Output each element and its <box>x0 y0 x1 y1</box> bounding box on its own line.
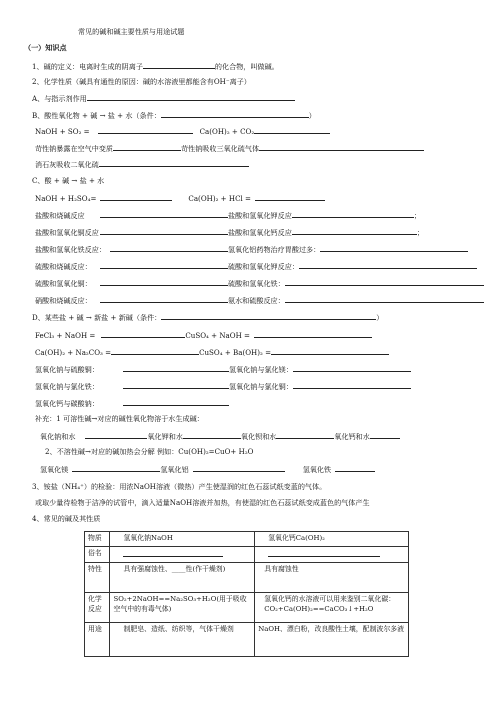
blank[interactable] <box>292 210 414 218</box>
text: 硝酸和烧碱反应： <box>35 296 92 305</box>
text: 盐酸和氢氧化钙反应 <box>228 228 292 237</box>
text: 氢氧化铝药物治疗胃酸过多： <box>228 245 321 254</box>
line-chemical-properties: 2、化学性质（碱具有通性的原因：碱的水溶液里都能含有OH⁻离子） <box>32 77 251 86</box>
text: 硫酸和氢氧化钾反应： <box>228 262 299 271</box>
row-header: 俗名 <box>85 546 110 563</box>
text: NaOH + SO₂ = <box>35 127 90 136</box>
blank[interactable] <box>285 295 484 303</box>
blank[interactable] <box>335 464 375 472</box>
line-D1 <box>35 330 372 340</box>
cell-text: 氢氧化钠NaOH <box>123 534 173 542</box>
blank[interactable] <box>85 431 147 439</box>
row-header: 特性 <box>85 563 110 593</box>
blank[interactable] <box>100 227 228 235</box>
cell-caoh2-use <box>255 623 409 657</box>
line-supplement-1: 补充：1 可溶性碱→对应的碱性氧化物溶于水生成碱： <box>35 414 204 423</box>
cell-text: 氢氧化钙Ca(OH)₂ <box>268 534 325 542</box>
line-A <box>32 93 295 103</box>
table-row <box>85 563 409 593</box>
text: B、酸性氧化物 + 碱 → 盐 + 水（条件： <box>32 111 161 120</box>
blank[interactable] <box>193 464 285 472</box>
page-title: 常见的碱和碱主要性质与用途试题 <box>78 27 185 36</box>
line-supplement-2-items <box>40 464 375 474</box>
cell-naoh-trait <box>110 563 255 593</box>
section-heading: （一）知识点 <box>24 43 67 52</box>
text: Ca(OH)₂ + HCl = <box>188 194 251 203</box>
text: 氢氧化镁 <box>40 465 69 474</box>
cell-naoh-name[interactable] <box>110 546 255 563</box>
text: ） <box>376 313 384 322</box>
line-B1 <box>35 126 330 136</box>
blank[interactable] <box>123 381 229 389</box>
text: 氢氧化钙与碳酸钠： <box>35 399 99 408</box>
row-header: 物质 <box>85 532 110 547</box>
text: 苛性钠吸收三氧化硫气体 <box>181 144 260 153</box>
cell-text: 制肥皂、造纸、纺织等，气体干燥剂 <box>123 625 234 633</box>
text: 氧化钙和水 <box>334 432 370 441</box>
blank[interactable] <box>276 431 334 439</box>
table-row <box>85 623 409 657</box>
text: 氢氧化钠与硫酸铜： <box>35 365 99 374</box>
blank[interactable] <box>99 159 249 167</box>
blank[interactable] <box>255 193 325 201</box>
line-base-definition <box>32 61 279 71</box>
text: 氧化钾和水 <box>147 432 183 441</box>
text: D、某些盐 + 碱 → 新盐 + 新碱（条件： <box>32 313 162 322</box>
blank[interactable] <box>123 398 229 406</box>
line-D4 <box>35 381 411 391</box>
table-row <box>85 546 409 563</box>
text: 氢氧化钠与氯化铜： <box>229 382 293 391</box>
text: 硫酸和氢氧化铜： <box>35 279 92 288</box>
text: 1、碱的定义：电离时生成的阴离子 <box>32 62 143 71</box>
line-D5 <box>35 398 229 408</box>
cell-naoh <box>110 532 255 547</box>
blank[interactable] <box>259 143 424 151</box>
line-C7 <box>35 295 484 305</box>
text: 氨水和硫酸反应： <box>228 296 285 305</box>
line-D <box>32 312 383 322</box>
text: 盐酸和氢氧化钾反应 <box>228 211 292 220</box>
text: 盐酸和氢氧化铜反应 <box>35 228 99 237</box>
text: 氢氧化铝 <box>160 465 189 474</box>
text: 硫酸和烧碱反应： <box>35 262 92 271</box>
text: CuSO₄ + Ba(OH)₂ = <box>199 348 272 357</box>
blank[interactable] <box>161 110 309 118</box>
blank[interactable] <box>143 61 215 69</box>
blank[interactable] <box>100 295 228 303</box>
table-row <box>85 532 409 547</box>
text: 盐酸和烧碱反应 <box>35 211 85 220</box>
cell-text: 具有腐蚀性 <box>264 565 299 573</box>
blank[interactable] <box>87 93 295 101</box>
text: CuSO₄ + NaOH = <box>185 331 250 340</box>
blank[interactable] <box>161 312 376 320</box>
blank[interactable] <box>100 193 172 201</box>
cell-text: SO₂+2NaOH==Na₂SO₃+H₂O(用于吸收空气中的有毒气体) <box>113 595 247 613</box>
text: FeCl₃ + NaOH = <box>35 331 96 340</box>
blank[interactable] <box>254 330 372 338</box>
line-B2 <box>35 143 424 153</box>
text: Ca(OH)₂ + Na₂CO₃ = <box>35 348 112 357</box>
blank[interactable] <box>254 126 330 134</box>
text: 的化合物，叫做碱。 <box>214 62 279 71</box>
line-supplement-1-items <box>40 431 400 441</box>
cell-text: 氢氧化钙的水溶液可以用来鉴别二氧化碳：CO₂+Ca(OH)₂==CaCO₃↓+H₂O <box>264 595 396 613</box>
line-ammonium-test-alt: 或取少量待检物于洁净的试管中，滴入适量NaOH溶液并加热，有使湿的红色石蕊试纸变成蓝色的气体产生 <box>35 498 370 507</box>
blank[interactable] <box>100 278 228 286</box>
line-C3: 盐酸和氢氧化铜反应 盐酸和氢氧化钙反应 ； <box>35 228 424 237</box>
line-C4 <box>35 244 468 254</box>
blank[interactable] <box>183 431 241 439</box>
blank[interactable] <box>111 347 199 355</box>
cell-caoh2-trait <box>255 563 409 593</box>
cell-caoh2 <box>255 532 409 547</box>
text: 消石灰吸收二氧化硫 <box>35 160 99 169</box>
line-C6 <box>35 278 484 288</box>
blank[interactable] <box>98 126 193 134</box>
line-C: C、酸 + 碱 → 盐 + 水 <box>32 176 105 185</box>
blank[interactable] <box>292 227 417 235</box>
line-D2 <box>35 347 389 357</box>
blank[interactable] <box>113 143 181 151</box>
blank[interactable] <box>101 330 185 338</box>
blank[interactable] <box>268 549 380 557</box>
text: 氢氧化钠与氯化镁： <box>229 365 293 374</box>
cell-naoh-use <box>110 623 255 657</box>
blank[interactable] <box>110 244 228 252</box>
blank[interactable] <box>293 381 411 389</box>
line-C5 <box>35 261 477 271</box>
cell-text: 具有强腐蚀性、____性(作干燥剂) <box>123 565 226 573</box>
text: A、与指示剂作用 <box>32 94 87 103</box>
text: 氢氧化钠与氯化铁： <box>35 382 99 391</box>
text: 氧化钠和水 <box>40 432 76 441</box>
text: Ca(OH)₂ + CO₂ <box>199 127 255 136</box>
text: 苛性钠暴露在空气中变质 <box>35 144 114 153</box>
blank[interactable] <box>100 210 228 218</box>
text: 盐酸和氢氧化铁反应： <box>35 245 106 254</box>
blank[interactable] <box>271 347 389 355</box>
blank[interactable] <box>72 464 160 472</box>
line-supplement-2: 2、不溶性碱→对应的碱加热会分解 例如：Cu(OH)₂=CuO+ H₂O <box>45 447 254 456</box>
text: ） <box>308 111 316 120</box>
blank[interactable] <box>100 261 228 269</box>
bases-properties-table <box>84 531 409 657</box>
line-common-bases: 4、常见的碱及其性质 <box>32 514 101 523</box>
cell-text: NaOH、漂白粉，改良酸性土壤，配制波尔多液 <box>258 625 405 633</box>
line-B3 <box>35 159 249 169</box>
text: 氢氧化铁 <box>302 465 332 474</box>
text: NaOH + H₂SO₄= <box>35 194 97 203</box>
line-C1 <box>35 193 325 203</box>
blank[interactable] <box>370 431 400 439</box>
table-row <box>85 593 409 623</box>
blank[interactable] <box>299 261 477 269</box>
line-ammonium-test: 3、铵盐（NH₄⁺）的检验：用浓NaOH溶液（微热）产生使湿润的红色石蕊试纸变蓝的气体。 <box>32 482 327 491</box>
line-D3 <box>35 364 411 374</box>
blank[interactable] <box>285 278 484 286</box>
line-B <box>32 110 316 120</box>
row-header: 用途 <box>85 623 110 657</box>
blank[interactable] <box>320 244 468 252</box>
text: 氧化钡和水 <box>240 432 277 441</box>
cell-caoh2-reaction <box>255 593 409 623</box>
blank[interactable] <box>293 364 411 372</box>
cell-naoh-reaction <box>110 593 255 623</box>
text: 硫酸和氢氧化铁： <box>228 279 285 288</box>
cell-caoh2-name[interactable] <box>255 546 409 563</box>
line-C2: 盐酸和烧碱反应 盐酸和氢氧化钾反应 ； <box>35 211 421 220</box>
row-header: 化学反应 <box>85 593 110 623</box>
blank[interactable] <box>123 364 229 372</box>
blank[interactable] <box>123 549 223 557</box>
